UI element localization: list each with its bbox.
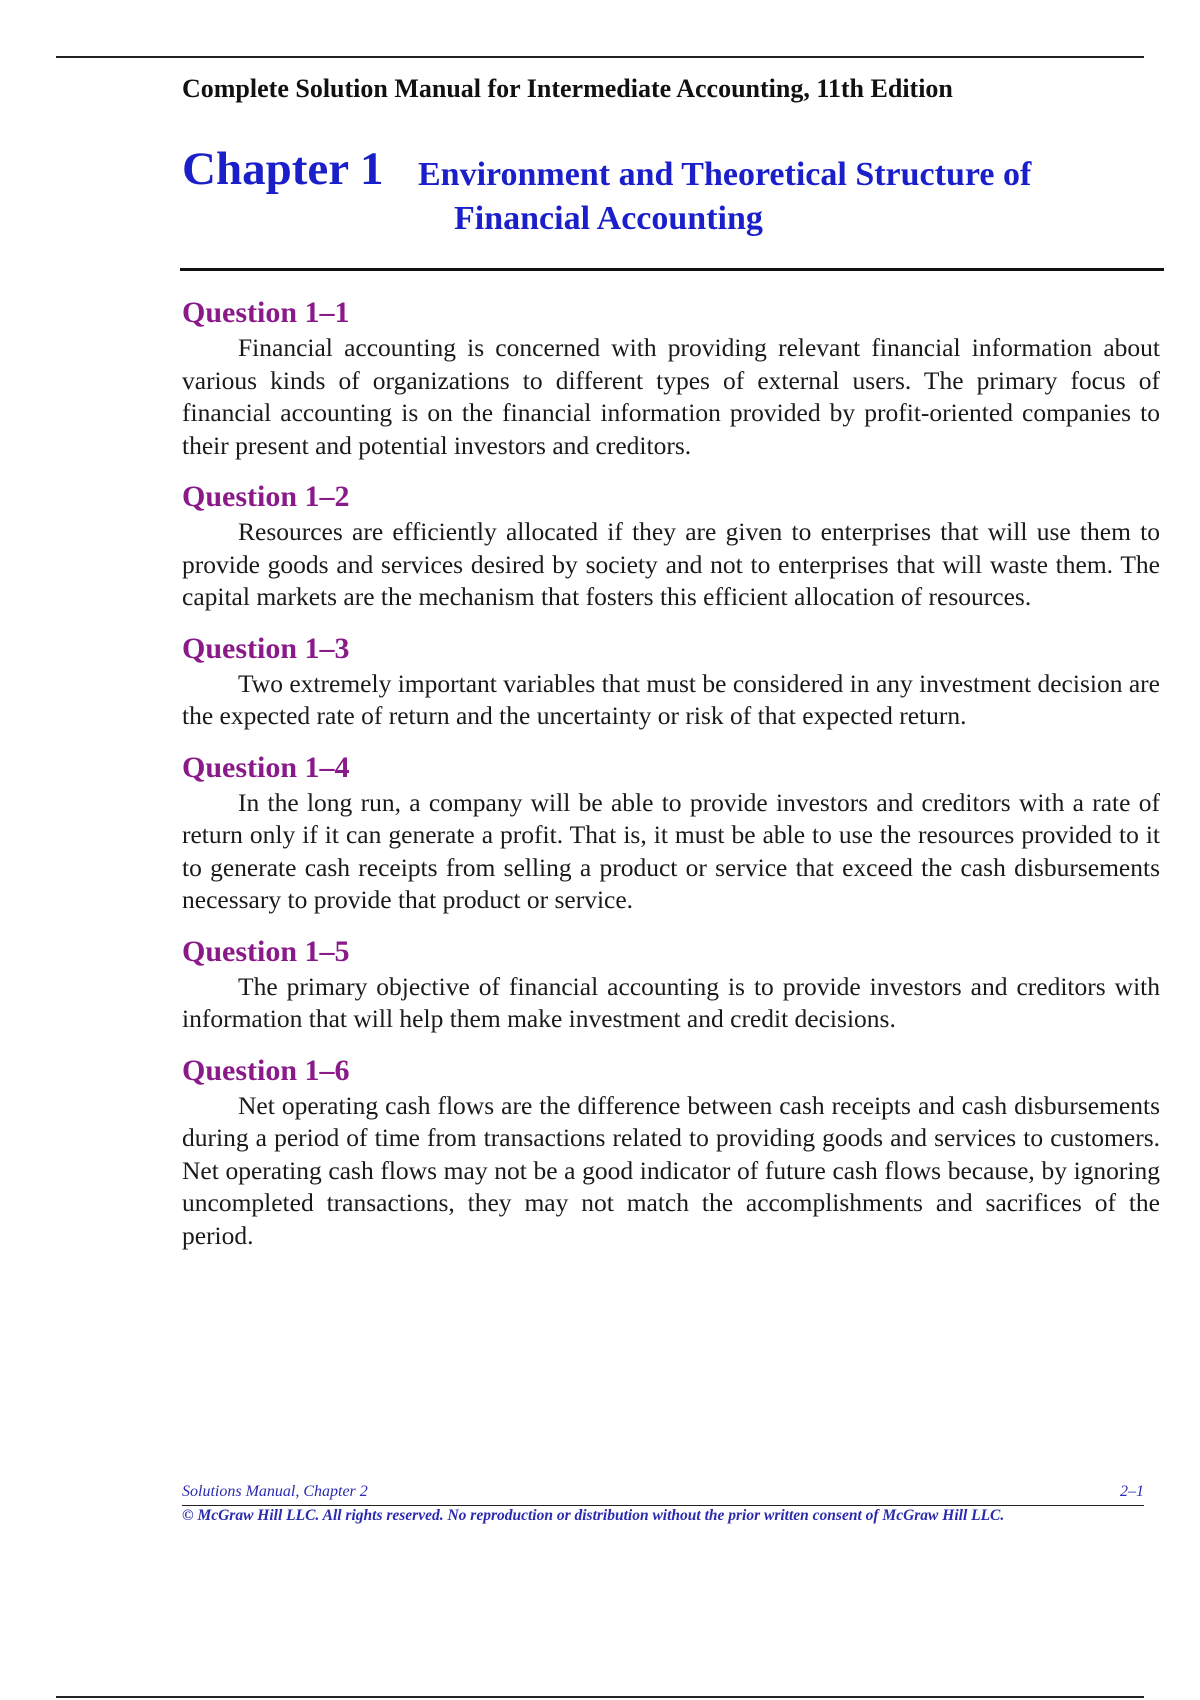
question-heading: Question 1–5 [182,934,350,968]
copyright-notice: © McGraw Hill LLC. All rights reserved. No reproduction or distribution without the prior written consent of McGraw Hill LLC. [182,1507,1005,1524]
question-heading: Question 1–1 [182,296,350,329]
question-1-4 [182,749,1160,917]
question-list [182,294,1160,1268]
chapter-number: Chapter 1 [182,143,384,195]
question-1-1 [182,294,1160,462]
question-heading: Question 1–3 [182,631,350,665]
question-answer: Resources are efficiently allocated if they are given to enterprises that will use them to provide goods and services desired by society and not to enterprises that will waste them. The capital markets are the mechanism that fosters this efficient allocation of resources. [182,517,1160,611]
bottom-rule [56,1696,1144,1698]
question-1-6 [182,1052,1160,1253]
question-1-2 [182,478,1160,614]
chapter-title-line-1: Environment and Theoretical Structure of [418,156,1032,193]
chapter-title-line-2: Financial Accounting [454,200,763,237]
question-heading: Question 1–2 [182,480,350,513]
heading-divider [180,268,1164,271]
question-answer: Two extremely important variables that must be considered in any investment decision are the expected rate of return and the uncertainty or risk of that expected return. [182,668,1160,730]
page-number: 2–1 [1120,1483,1144,1500]
footer-row [182,1483,1144,1505]
footer-divider [182,1505,1144,1506]
question-heading: Question 1–4 [182,750,350,784]
document-title: Complete Solution Manual for Intermediate Accounting, 11th Edition [182,74,953,103]
question-answer: Net operating cash flows are the difference between cash receipts and cash disbursements during a period of time from transactions related to providing goods and services to customers. Net operating cash flows may not be a good indicator of future cash flows because, by ignoring uncompleted transactions, they may not match the accomplishments and sacrifices of the period. [182,1090,1160,1250]
question-answer: In the long run, a company will be able to provide investors and creditors with a rate of return only if it can generate a profit. That is, it must be able to use the resources provided to it to generate cash receipts from selling a product or service that exceed the cash disbursements necessary to provide that product or service. [182,787,1160,914]
question-heading: Question 1–6 [182,1053,350,1087]
question-answer: The primary objective of financial accounting is to provide investors and creditors with information that will help them make investment and credit decisions. [182,971,1160,1033]
question-1-3 [182,630,1160,733]
question-answer: Financial accounting is concerned with providing relevant financial information about various kinds of organizations to different types of external users. The primary focus of financial accounting is on the financial information provided by profit-oriented companies to their present and potential investors and creditors. [182,333,1160,460]
question-1-5 [182,933,1160,1036]
top-rule [56,56,1144,58]
page-footer [182,1483,1144,1525]
footer-source: Solutions Manual, Chapter 2 [182,1483,368,1500]
